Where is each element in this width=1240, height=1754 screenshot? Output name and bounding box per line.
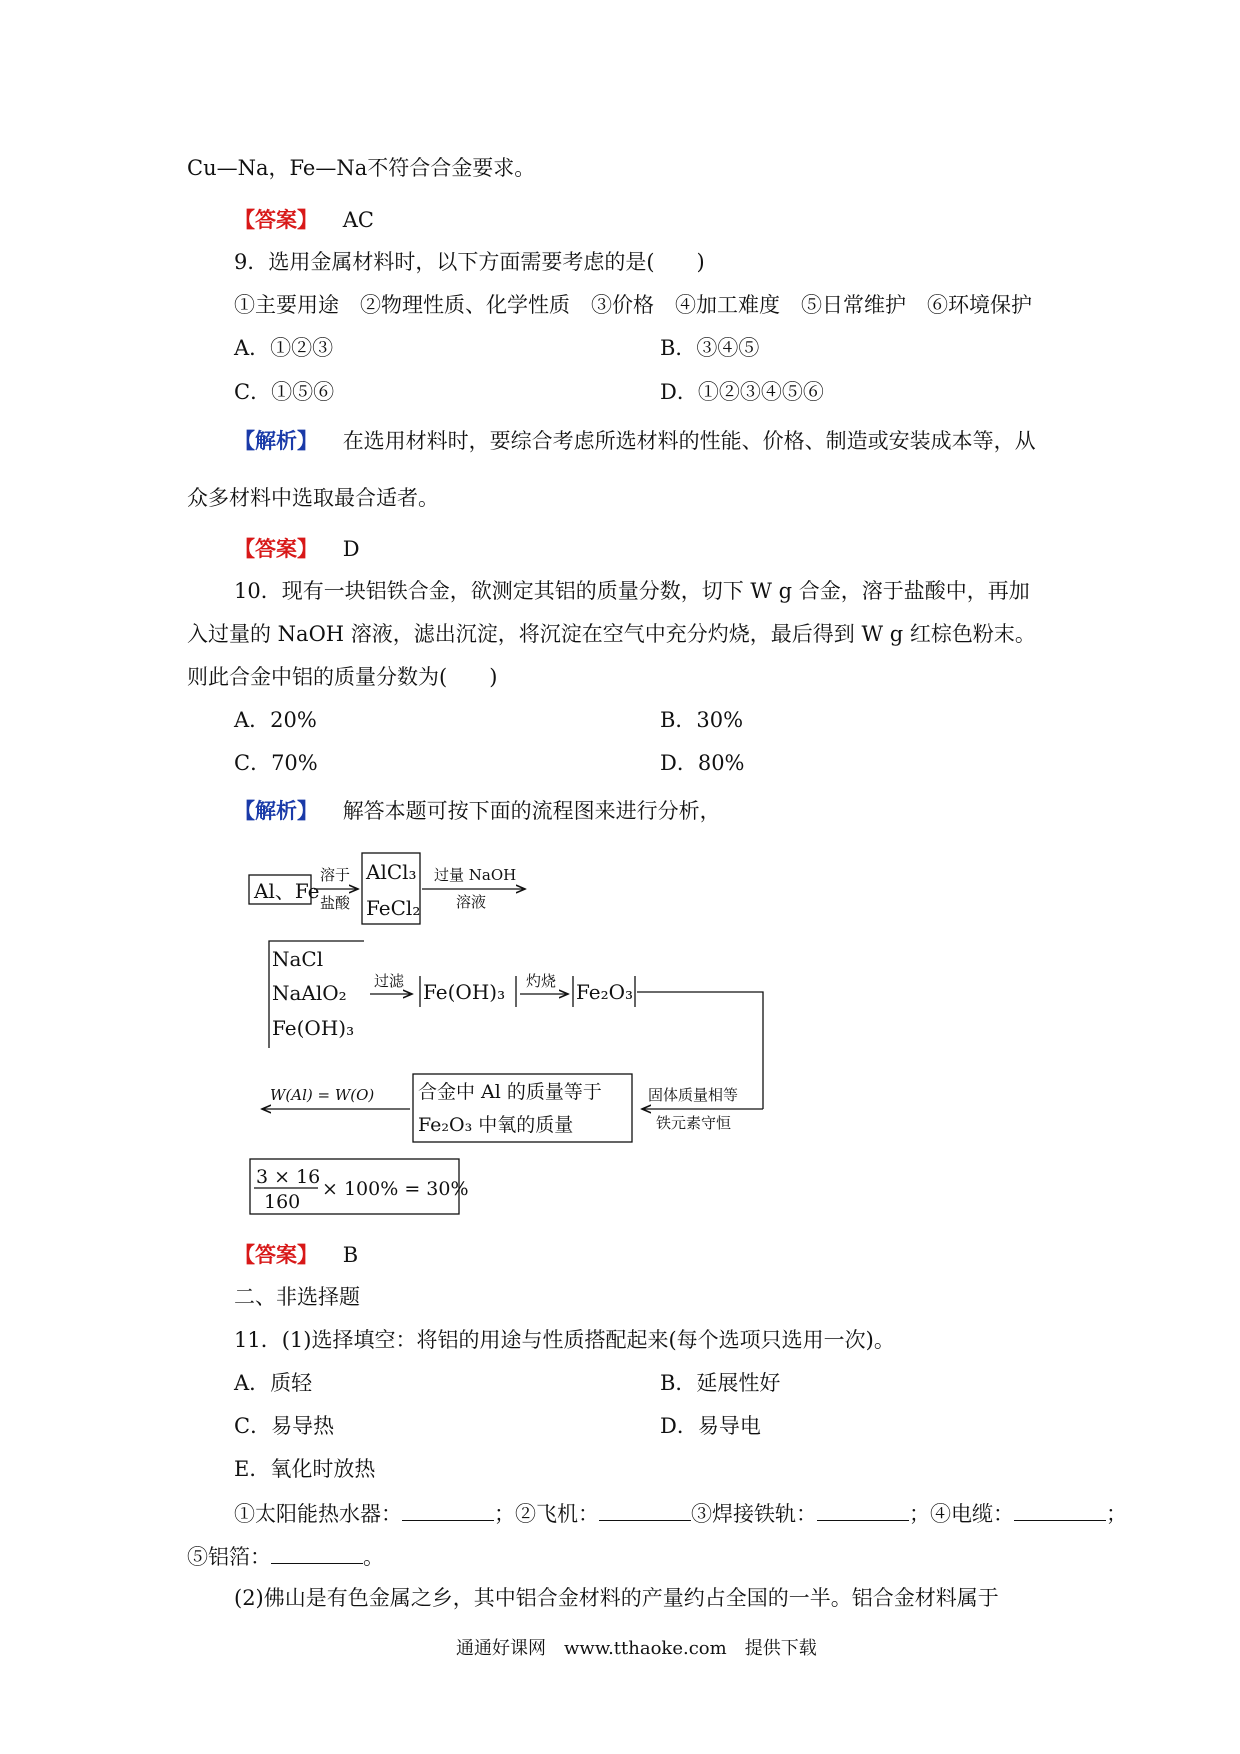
fill-blank-2[interactable] [599,1502,691,1521]
answer-tag: 【答案】 [234,207,318,232]
question-10-stem-1: 10．现有一块铝铁合金，欲测定其铝的质量分数，切下 W g 合金，溶于盐酸中，再加 [234,579,1030,603]
intermediate-line-2: FeCl₂ [366,896,421,920]
q10-answer-line [234,1244,358,1266]
question-11-stem: 11．(1)选择填空：将铝的用途与性质搭配起来(每个选项只选用一次)。 [234,1328,895,1352]
fill-label-1: ①太阳能热水器： [234,1502,402,1526]
answer-tag: 【答案】 [234,1242,318,1267]
q11-part-2: (2)佛山是有色金属之乡，其中铝合金材料的产量约占全国的一半。铝合金材料属于 [234,1586,999,1610]
list-item-1: NaCl [272,947,324,971]
arrow-1-bottom-label: 盐酸 [320,894,351,912]
question-9-items: ①主要用途 ②物理性质、化学性质 ③价格 ④加工难度 ⑤日常维护 ⑥环境保护 [234,293,1032,317]
section-heading: 二、非选择题 [234,1285,360,1309]
q11-option-b: B．延展性好 [660,1371,781,1395]
q11-fill-line-2 [187,1545,384,1568]
calc-denominator: 160 [264,1191,301,1213]
list-item-3: Fe(OH)₃ [272,1016,355,1040]
analysis-text: 在选用材料时，要综合考虑所选材料的性能、价格、制造或安装成本等，从 [342,429,1036,453]
q11-option-a: A．质轻 [234,1371,313,1395]
fill-blank-4[interactable] [1014,1502,1106,1521]
calc-numerator: 3 × 16 [256,1166,321,1188]
product-1-label: Fe(OH)₃ [423,980,506,1004]
arrow-2-bottom-label: 溶液 [456,893,487,911]
conclusion-line-1: 合金中 Al 的质量等于 [418,1081,602,1103]
q10-option-b: B．30% [660,708,744,732]
conclusion-line-2: Fe₂O₃ 中氧的质量 [418,1114,574,1136]
analysis-tag: 【解析】 [234,798,318,823]
fill-blank-5[interactable] [271,1545,363,1564]
intermediate-line-1: AlCl₃ [366,860,417,884]
product-2-label: Fe₂O₃ [576,980,634,1004]
fill-label-4: ；④电缆： [909,1502,1014,1526]
arrow-5-bottom-label: 铁元素守恒 [656,1114,732,1132]
calc-result: × 100% = 30% [322,1178,469,1200]
question-10-stem-2: 入过量的 NaOH 溶液，滤出沉淀，将沉淀在空气中充分灼烧，最后得到 W g 红棕色粉末。 [187,622,1036,646]
fill-end: 。 [363,1545,384,1569]
answer-value: B [342,1243,359,1267]
arrow-5-top-label: 固体质量相等 [648,1086,739,1104]
q9-option-c: C．①⑤⑥ [234,380,335,404]
arrow-3-label: 过滤 [374,972,405,990]
arrow-4-label: 灼烧 [526,972,557,990]
q10-option-d: D．80% [660,751,745,775]
analysis-text: 解答本题可按下面的流程图来进行分析， [342,799,721,823]
q9-option-d: D．①②③④⑤⑥ [660,380,824,404]
equation-label: W(Al) = W(O) [270,1086,375,1104]
q11-fill-line-1 [234,1502,1127,1525]
question-10-stem-3: 则此合金中铝的质量分数为( ) [187,665,498,689]
fill-label-2: ；②飞机： [494,1502,599,1526]
answer-value: AC [342,208,374,232]
q9-analysis-line-2: 众多材料中选取最合适者。 [187,486,439,510]
fill-label-3: ③焊接铁轨： [691,1502,817,1526]
analysis-tag: 【解析】 [234,428,318,453]
page-footer: 通通好课网 www.tthaoke.com 提供下载 [456,1638,817,1659]
fill-blank-3[interactable] [817,1502,909,1521]
start-label: Al、Fe [254,879,320,903]
arrow-1-top-label: 溶于 [320,866,351,884]
q10-option-c: C．70% [234,751,318,775]
fill-label-5: ⑤铝箔： [187,1545,271,1569]
fill-blank-1[interactable] [402,1502,494,1521]
list-item-2: NaAlO₂ [272,981,347,1005]
continuation-line: Cu—Na，Fe—Na不符合合金要求。 [187,156,536,180]
q9-option-b: B．③④⑤ [660,336,760,360]
answer-tag: 【答案】 [234,536,318,561]
question-9-stem: 9．选用金属材料时，以下方面需要考虑的是( ) [234,250,705,274]
fill-semicolon: ； [1106,1502,1127,1526]
arrow-2-top-label: 过量 NaOH [434,866,517,884]
q11-option-d: D．易导电 [660,1414,761,1438]
q9-option-a: A．①②③ [234,336,334,360]
q11-option-c: C．易导热 [234,1414,335,1438]
q11-option-e: E．氧化时放热 [234,1457,376,1481]
answer-value: D [342,537,360,561]
q10-option-a: A．20% [234,708,317,732]
